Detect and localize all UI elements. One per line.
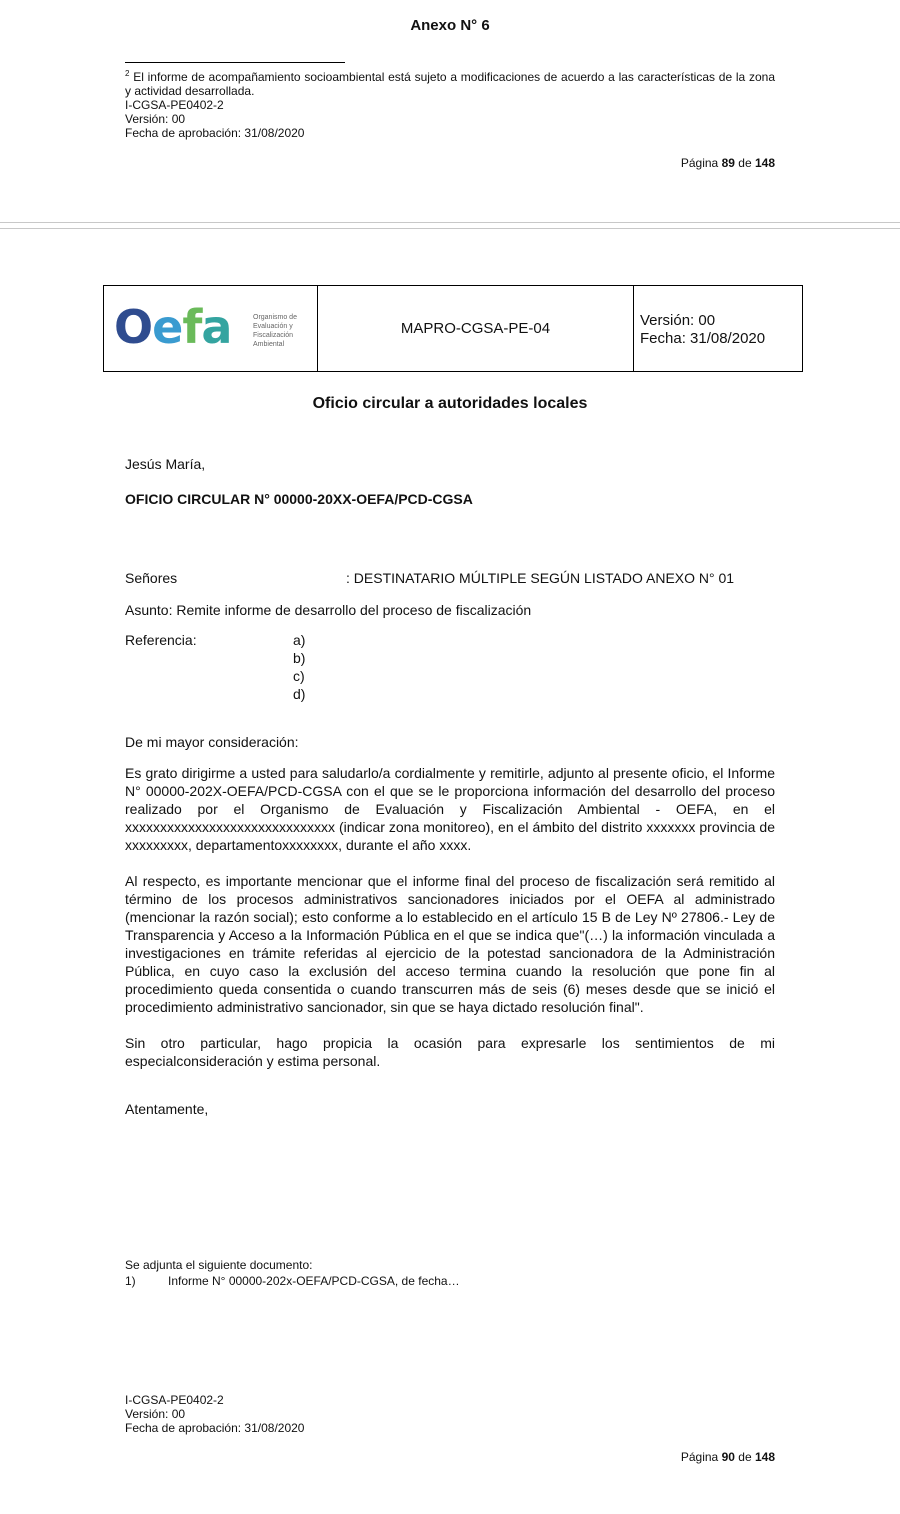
closing: Atentamente,: [125, 1101, 209, 1117]
page-total: 148: [754, 156, 775, 170]
doc-version-top: Versión: 00: [125, 112, 186, 126]
header-date: Fecha: 31/08/2020: [640, 330, 766, 347]
doc-approval-bottom: Fecha de aprobación: 31/08/2020: [125, 1421, 305, 1435]
list-item: d): [293, 686, 306, 702]
list-item: a): [293, 632, 306, 648]
senores-label: Señores: [125, 570, 178, 586]
document-header-table: [103, 285, 803, 372]
oefa-logo: Oefa: [114, 300, 232, 354]
attachment-item: Informe N° 00000-202x-OEFA/PCD-CGSA, de fecha…: [168, 1274, 460, 1288]
letter-title: Oficio circular a autoridades locales: [312, 395, 588, 412]
page-separator: [0, 228, 900, 229]
attachment-intro: Se adjunta el siguiente documento:: [125, 1258, 313, 1272]
attachment-number: 1): [125, 1274, 136, 1288]
page-sep: de: [738, 1450, 752, 1464]
oficio-number: OFICIO CIRCULAR N° 00000-20XX-OEFA/PCD-CGSA: [125, 491, 473, 507]
footnote-marker: 2: [125, 69, 130, 78]
page-number-bottom: [600, 1450, 775, 1464]
page-total: 148: [754, 1450, 775, 1464]
referencia-list: [293, 631, 305, 703]
footnote-rule: [125, 62, 345, 63]
asunto: Asunto: Remite informe de desarrollo del proceso de fiscalización: [125, 602, 532, 618]
list-item: c): [293, 668, 305, 684]
doc-code-top: I-CGSA-PE0402-2: [125, 98, 224, 112]
annex-title: Anexo N° 6: [410, 17, 490, 34]
logo-subtitle: Organismo de Evaluación y Fiscalización Ambiental: [253, 314, 297, 348]
page-label: Página: [680, 1450, 719, 1464]
page-number-top: [600, 156, 775, 170]
paragraph-1: Es grato dirigirme a usted para saludarlo/a cordialmente y remitirle, adjunto al presente oficio, el Informe N° 00000-202X-OEFA/PCD-CGSA con el que se le proporciona información del desarrollo del proceso realizado por el Organismo de Evaluación y Fiscalización Ambiental - OEFA, en el xxxxxxxxxxxxxxxxxxxxxxxxxxxxxx (indicar zona monitoreo), en el ámbito del distrito xxxxxxx provincia de xxxxxxxxx, departamentoxxxxxxxx, durante el año xxxx.: [125, 765, 775, 853]
doc-version-bottom: Versión: 00: [125, 1407, 186, 1421]
doc-approval-top: Fecha de aprobación: 31/08/2020: [125, 126, 305, 140]
doc-code-bottom: I-CGSA-PE0402-2: [125, 1393, 224, 1407]
logo-cell: [104, 286, 318, 371]
paragraph-3: Sin otro particular, hago propicia la ocasión para expresarle los sentimientos de mi especialconsideración y estima personal.: [125, 1035, 775, 1069]
letter-place: Jesús María,: [125, 456, 206, 472]
page-separator: [0, 222, 900, 223]
senores-value: : DESTINATARIO MÚLTIPLE SEGÚN LISTADO ANEXO N° 01: [346, 570, 735, 586]
page-current: 89: [721, 156, 735, 170]
referencia-label: Referencia:: [125, 632, 197, 648]
header-version: Versión: 00: [640, 312, 716, 329]
footnote: [125, 70, 775, 98]
page-label: Página: [680, 156, 719, 170]
list-item: b): [293, 650, 306, 666]
page-current: 90: [721, 1450, 735, 1464]
paragraph-2: Al respecto, es importante mencionar que el informe final del proceso de fiscalización será remitido al término de los procesos administrativos sancionadores iniciados por el OEFA al administrado (mencionar la razón social); esto conforme a lo establecido en el artículo 15 B de Ley Nº 27806.- Ley de Transparencia y Acceso a la Información Pública en el que se indica que"(…) la información vinculada a investigaciones en trámite referidas al ejercicio de la potestad sancionadora de la Administración Pública, en cuyo caso la exclusión del acceso termina cuando la resolución que pone fin al procedimiento queda consentida o cuando transcurren más de seis (6) meses desde que se inició el procedimiento administrativo sancionador, sin que se haya dictado resolución final".: [125, 873, 775, 1015]
greeting: De mi mayor consideración:: [125, 734, 299, 750]
document-code: MAPRO-CGSA-PE-04: [318, 286, 634, 371]
page-sep: de: [738, 156, 752, 170]
footnote-text: El informe de acompañamiento socioambiental está sujeto a modificaciones de acuerdo a las características de la zona y actividad desarrollada.: [125, 70, 775, 98]
version-cell: [634, 286, 802, 371]
